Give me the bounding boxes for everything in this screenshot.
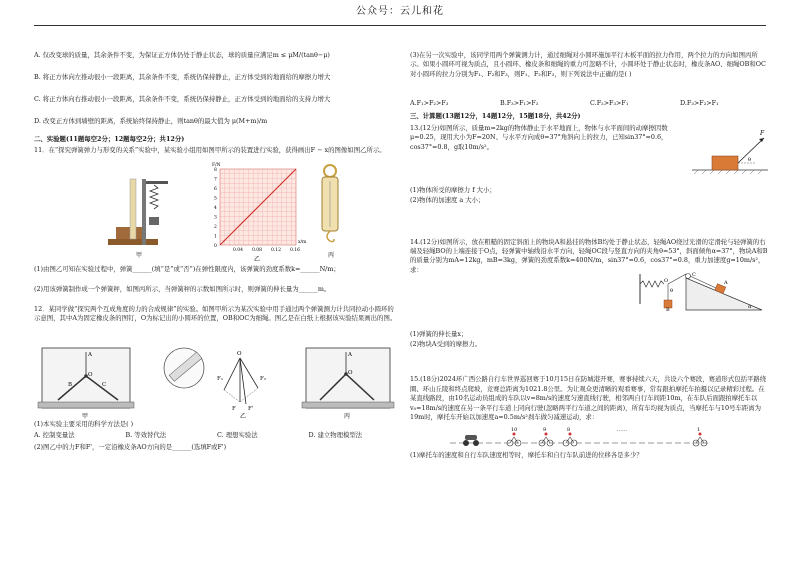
fig14-theta: θ xyxy=(670,287,674,294)
chart11-xtick: 0.04 xyxy=(233,247,244,253)
chart11-ytick: 8 xyxy=(214,167,217,173)
option-c: C. 将正方体向右推动很小一段距离，其余条件不变，系统仍保持静止，正方体受到的地面给的支持力增大 xyxy=(34,95,331,103)
fig12-label-yi: 乙 xyxy=(240,412,247,420)
fig12-yi-Fp: F' xyxy=(248,405,254,412)
fig12-bing-O: O xyxy=(348,369,353,376)
force-board-jia xyxy=(38,348,134,408)
bicycle-label: 8 xyxy=(567,427,571,434)
fig12-jia-A: A xyxy=(88,351,92,358)
figure-12 xyxy=(34,344,400,420)
chart11-ylabel: F/N xyxy=(212,162,221,168)
figure-12-svg xyxy=(34,344,400,420)
bicycle-label: 9 xyxy=(543,427,547,434)
fig14-C: C xyxy=(692,271,696,278)
chart11-ytick: 5 xyxy=(214,196,217,202)
question-12-part-3: (3)在另一次实验中，该同学用两个弹簧测力计，通过细绳对小圆环施加平行木板平面的拉力作用，两个拉力的方向如图丙所示。如果小圆环可视为质点，且小圆环、橡皮条和细绳的重力可忽略不计，小圆环处于静止状态时，橡皮条AO、细绳OB和OC对小圆环的拉力分别为F₁、F₂和F₃，则F₁、F₂和F₃，则下列说法中正确的是( ) xyxy=(410,51,766,78)
chart11-xlabel: x/m xyxy=(298,239,307,245)
option-a: A. 仅改变球的质量，其余条件不变，为保证正方体仍处于静止状态，球的质量应满足m ≤ μM/(tanθ−μ) xyxy=(34,51,330,59)
chart11-xtick: 0.12 xyxy=(271,247,282,253)
option-d: D. 改变正方体到墙壁的距离，系统始终保持静止，则tanθ的最大值为 μ(M+m)/m xyxy=(34,117,268,125)
figure-13-svg xyxy=(690,126,770,176)
chart11-xtick: 0.16 xyxy=(290,247,301,253)
q12-option-a: A. 控制变量法 xyxy=(34,431,75,440)
q12-3-option-a: A.F₁>F₂>F₃ xyxy=(410,99,449,107)
question-13: 13.(12分)如图所示，质量m=2kg的物体静止于水平地面上，物体与水平面间的动摩擦因数μ=0.25，现用大小为F=20N、与水平方向成θ=37°角斜向上的拉力，已知sin37°=0.6，cos37°=0.8，g取10m/s²。 xyxy=(410,123,668,151)
fig13-F: F xyxy=(760,129,765,137)
question-11-part-1: (1)由图乙可知在实验过程中，弹簧______(填“是”或“否”)在弹性限度内，该弹簧的劲度系数k=______N/m； xyxy=(34,264,340,273)
motorcycle-icon xyxy=(463,435,479,446)
q12-option-b: B. 等效替代法 xyxy=(125,431,167,440)
question-15: 15.(18分)2024环广西公路自行车世界巡回赛于10月15日在防城港开赛，赛事持续六天，共设六个赛段，赛道形式包括平路绕圈、环山丘陵和终点爬坡，竞赛总距离为1021.8公里。为让观众更清晰的观看赛事，常有跟拍摩托车拍摄以记录精彩过程。在某直线路段，由10名运动员组成的车队以v=8m/s的速度匀速直线行驶，相邻两自行车间距10m，在车队后面跟拍摩托车以v₀=18m/s的速度在另一条平行车道上同向行驶(忽略两平行车道之间的距离)，所有车均视为质点，当摩托车与10号车距离为19m时，摩托车开始以加速度a=0.5m/s²刹车做匀减速运动，求： xyxy=(410,375,767,422)
chart11-ytick: 7 xyxy=(214,177,217,183)
figure-15-svg xyxy=(410,423,770,451)
magnified-scale-icon xyxy=(164,348,204,388)
bicycle-label: 10 xyxy=(511,427,518,434)
question-13-part-2: (2)物体的加速度 a 大小； xyxy=(410,196,485,205)
bicycle-icon xyxy=(693,433,707,447)
question-14: 14.(12分)如图所示，放在粗糙的固定斜面上的物块A和悬挂的物体B均处于静止状态，轻绳AO绕过光滑的定滑轮与轻弹簧的右端及轻绳BO的上端连接于O点，轻弹簧中轴线沿水平方向，轻绳OC段与竖直方向的夹角θ=53°，斜面倾角α=37°，物块A和B的质量分别为mA=12kg，mB=3kg，弹簧的劲度系数k=400N/m，sin37°=0.6，cos37°=0.8，重力加速度g=10m/s²，求： xyxy=(410,237,768,274)
fig14-B: B xyxy=(666,306,670,312)
fig12-yi-F: F xyxy=(232,405,236,412)
q12-3-option-b: B.F₃>F₁>F₂ xyxy=(500,99,539,107)
q12-option-c: C. 理想实验法 xyxy=(217,431,258,440)
fig12-yi-F2: F₂ xyxy=(260,375,267,382)
section-experiments: 二、实验题(11题每空2分；12题每空2分；共12分) xyxy=(34,135,185,143)
q12-3-option-c: C.F₂>F₃>F₁ xyxy=(590,99,629,107)
question-13-part-1: (1)物体所受的摩擦力 f 大小； xyxy=(410,185,496,194)
block-icon xyxy=(712,156,738,170)
fig12-label-bing: 丙 xyxy=(344,412,351,420)
fig12-jia-C: C xyxy=(102,381,107,388)
fig12-label-jia: 甲 xyxy=(82,412,89,420)
question-14-block xyxy=(410,238,770,330)
chart11-xtick: 0.08 xyxy=(252,247,263,253)
figure-14-svg xyxy=(636,270,766,312)
force-diagram-yi xyxy=(224,358,258,404)
fig11-label-yi: 乙 xyxy=(254,255,261,263)
question-14-part-1: (1)弹簧的伸长量x； xyxy=(410,329,468,338)
question-12: 12．某同学做“探究两个互成角度的力的合成规律”的实验。如图甲所示为某次实验中用手通过两个弹簧测力计共同拉动小圆环的示意图，其中A为固定橡皮条的图钉，O为标记出的小圆环的位置，OB和OC为细绳。图乙是在白纸上根据该实验结果画出的图。 xyxy=(34,304,397,323)
bicycle-label: …… xyxy=(617,427,627,434)
page-header xyxy=(0,0,800,40)
question-11: 11．在“探究弹簧弹力与形变的关系”实验中，某实验小组用如图甲所示的装置进行实验，获得画出F − x的图像如图乙所示。 xyxy=(34,146,386,155)
spring-stand-icon xyxy=(108,179,168,245)
bicycle-icon xyxy=(563,433,577,447)
figure-11-svg xyxy=(34,157,400,265)
q12-option-d: D. 建立物理模型法 xyxy=(308,431,363,440)
fig11-label-jia: 甲 xyxy=(136,251,143,259)
question-12-part-2: (2)图乙中的力F和F'，一定沿橡皮条AO方向的是______(选填F或F') xyxy=(34,442,227,451)
fig12-bing-A: A xyxy=(348,351,352,358)
right-column xyxy=(410,51,770,462)
question-15-part-1: (1)摩托车的速度和自行车队速度相等时，摩托车和自行车队前进的位移各是多少？ xyxy=(410,451,643,460)
chart11-ytick: 4 xyxy=(214,205,217,211)
question-12-part-3-options xyxy=(410,99,770,108)
spring-scale-icon xyxy=(322,165,338,242)
question-13-block xyxy=(410,124,770,186)
q12-3-option-d: D.F₃>F₂>F₁ xyxy=(680,99,719,107)
question-11-part-2: (2)用该弹簧制作成一个弹簧秤，如图丙所示，当弹簧秤的示数如图所示时，则弹簧的伸长量为______m。 xyxy=(34,284,331,293)
header-rule xyxy=(34,25,766,26)
fig11-chart xyxy=(212,162,307,253)
option-b: B. 将正方体向左推动很小一段距离，其余条件不变，系统仍保持静止，正方体受到的地面给的摩擦力增大 xyxy=(34,73,331,81)
fig12-jia-B: B xyxy=(68,381,73,388)
question-12-options xyxy=(34,431,400,440)
header-title: 公众号：云儿和花 xyxy=(356,6,444,17)
fig12-yi-F1: F₁ xyxy=(217,375,224,382)
bicycle-label: 1 xyxy=(697,427,701,434)
fig11-label-bing: 丙 xyxy=(328,251,335,259)
question-12-part-1: (1)本实验主要采用的科学方法是( ) xyxy=(34,419,134,428)
figure-11 xyxy=(34,157,400,265)
chart11-ytick: 2 xyxy=(214,224,217,230)
chart11-ytick: 6 xyxy=(214,186,217,192)
fig12-yi-O: O xyxy=(237,350,242,357)
fig12-jia-O: O xyxy=(88,371,93,378)
fig14-O: O xyxy=(664,277,669,284)
fig14-alpha: α xyxy=(748,303,752,310)
figure-15 xyxy=(410,423,770,451)
fig14-A: A xyxy=(724,279,728,286)
left-column xyxy=(34,51,400,453)
section-calculations: 三、计算题(13题12分，14题12分，15题18分，共42分) xyxy=(410,112,581,121)
chart11-ytick: 3 xyxy=(214,215,217,221)
chart11-ytick: 0 xyxy=(214,243,217,249)
question-14-part-2: (2)物块A受到的摩擦力。 xyxy=(410,340,482,349)
bicycle-icon xyxy=(539,433,553,447)
chart11-ytick: 1 xyxy=(214,234,217,240)
fig13-theta: θ xyxy=(748,156,752,163)
bicycle-icon xyxy=(507,433,521,447)
